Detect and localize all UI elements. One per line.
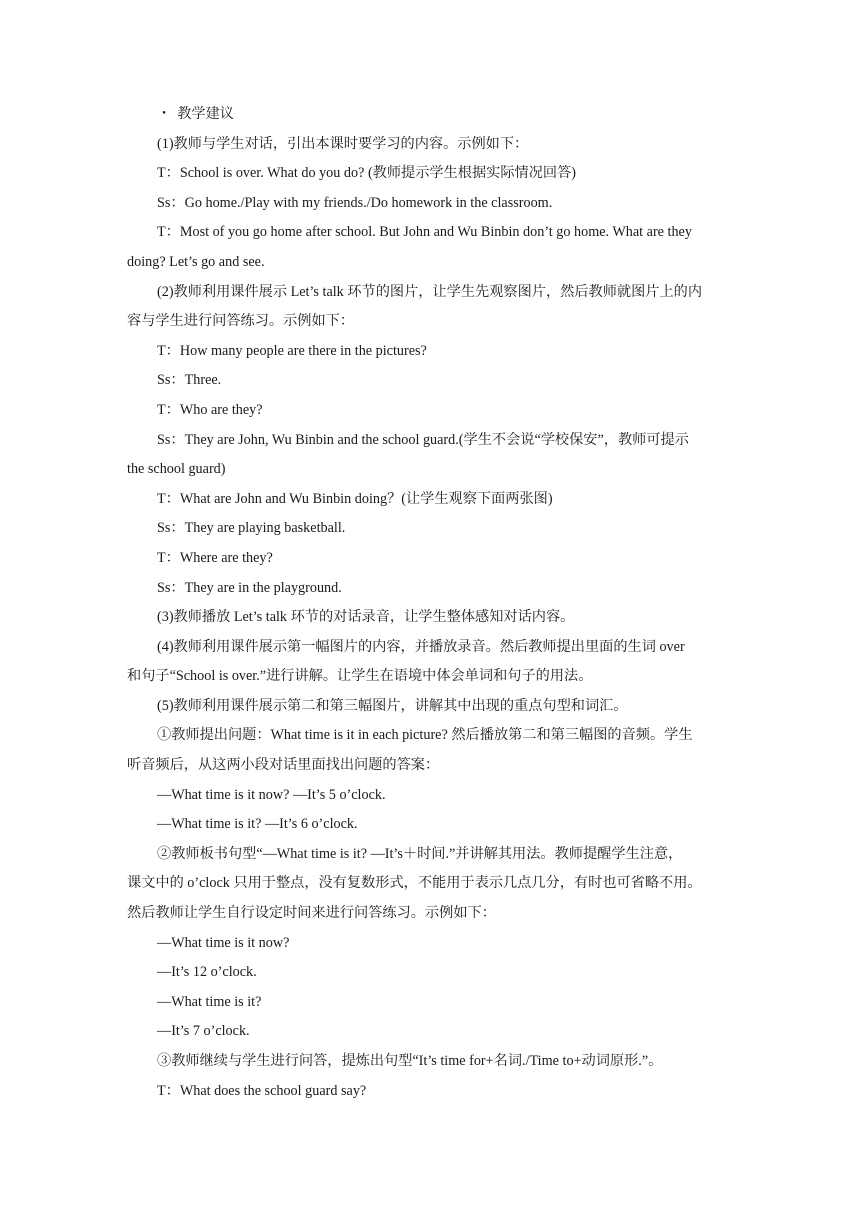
text-line: —It’s 12 o’clock. xyxy=(157,964,257,981)
text-line: —What time is it now? xyxy=(157,934,290,951)
text-line: T：Who are they? xyxy=(157,401,263,418)
text-line: 听音频后，从这两小段对话里面找出问题的答案： xyxy=(127,757,440,774)
text-line: —It’s 7 o’clock. xyxy=(157,1023,250,1040)
text-line: —What time is it now? —It’s 5 o’clock. xyxy=(157,786,386,803)
section-heading-title: 教学建议 xyxy=(177,106,234,122)
text-line: ②教师板书句型“—What time is it? —It’s＋时间.”并讲解其用法。教师提醒学生注意， xyxy=(157,845,683,862)
text-line: T：What are John and Wu Binbin doing？(让学生观察下面两张图) xyxy=(157,490,553,507)
text-line: Ss：They are in the playground. xyxy=(157,579,342,596)
paragraph-lines xyxy=(127,130,734,1107)
text-line: 然后教师让学生自行设定时间来进行问答练习。示例如下： xyxy=(127,905,496,922)
text-line: 容与学生进行问答练习。示例如下： xyxy=(127,313,355,330)
text-line: Ss：They are playing basketball. xyxy=(157,520,346,537)
bullet-mark: ・ xyxy=(157,106,172,122)
text-line: (3)教师播放 Let’s talk 环节的对话录音，让学生整体感知对话内容。 xyxy=(157,609,575,626)
text-line: —What time is it? xyxy=(157,993,262,1010)
text-line: (4)教师利用课件展示第一幅图片的内容，并播放录音。然后教师提出里面的生词 over xyxy=(157,638,685,655)
text-line: (5)教师利用课件展示第二和第三幅图片，讲解其中出现的重点句型和词汇。 xyxy=(157,697,628,714)
text-line: Ss：They are John, Wu Binbin and the school guard.(学生不会说“学校保安”，教师可提示 xyxy=(157,431,689,448)
text-line: T：How many people are there in the pictures? xyxy=(157,342,427,359)
text-line: (1)教师与学生对话，引出本课时要学习的内容。示例如下： xyxy=(157,135,529,152)
text-line: T：Most of you go home after school. But John and Wu Binbin don’t go home. What are they xyxy=(157,224,692,241)
text-line: 课文中的 o’clock 只用于整点，没有复数形式，不能用于表示几点几分，有时也可省略不用。 xyxy=(127,875,702,892)
section-heading xyxy=(127,100,734,130)
text-line: ③教师继续与学生进行问答，提炼出句型“It’s time for+名词./Time to+动词原形.”。 xyxy=(157,1053,663,1069)
text-line: the school guard) xyxy=(127,461,226,478)
text-line: Ss：Three. xyxy=(157,372,222,389)
document-body xyxy=(127,100,734,1106)
text-line: (2)教师利用课件展示 Let’s talk 环节的图片，让学生先观察图片，然后教师就图片上的内 xyxy=(157,283,703,300)
text-line: —What time is it? —It’s 6 o’clock. xyxy=(157,816,358,833)
text-line: Ss：Go home./Play with my friends./Do homework in the classroom. xyxy=(157,194,553,211)
text-line: T：What does the school guard say? xyxy=(157,1082,367,1099)
text-line: 和句子“School is over.”进行讲解。让学生在语境中体会单词和句子的用法。 xyxy=(127,668,593,685)
text-line: T：Where are they? xyxy=(157,549,273,566)
text-line: T：School is over. What do you do? (教师提示学生根据实际情况回答) xyxy=(157,165,577,182)
text-line: ①教师提出问题：What time is it in each picture? 然后播放第二和第三幅图的音频。学生 xyxy=(157,727,693,744)
text-line: doing? Let’s go and see. xyxy=(127,253,265,270)
